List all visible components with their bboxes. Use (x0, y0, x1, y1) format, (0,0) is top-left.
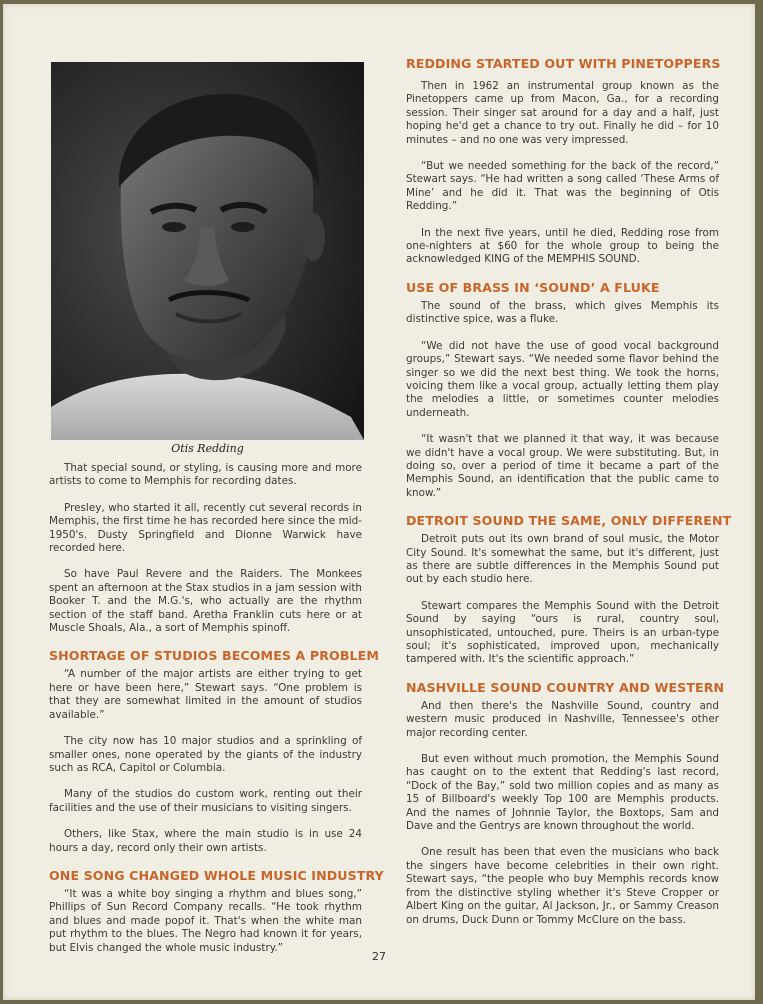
section-heading: USE OF BRASS IN ‘SOUND’ A FLUKE (406, 279, 660, 295)
paragraph: Many of the studios do custom work, renting out their facilities and the use of their musicians to visiting singers. (49, 788, 362, 814)
paragraph: But even without much promotion, the Memphis Sound has caught on to the extent that Redding's last record, “Dock of the Bay,” sold two million copies and as many as 15 of Billboard's weekly Top 100 are Memphis products. And the names of Johnnie Taylor, the Boxtops, Sam and Dave and the Gentrys are known throughout the world. (406, 753, 719, 833)
paragraph: Then in 1962 an instrumental group known as the Pinetoppers came up from Macon, Ga., for a recording session. Their singer sat around for a day and a half, just hoping he'd get a chance to try out. Finally he did – for 10 minutes – and no one was very impressed. (406, 80, 719, 146)
paragraph: Stewart compares the Memphis Sound with the Detroit Sound by saying “ours is rural, country soul, unsophisticated, untouched, pure. Theirs is an urban-type soul; it's sophisticated, improved upon, mechanically tampered with. It's the scientific approach.” (406, 599, 719, 666)
section-heading: REDDING STARTED OUT WITH PINETOPPERS (406, 56, 721, 71)
paragraph: One result has been that even the musicians who back the singers have become celebrities in their own right. Stewart says, “the people who buy Memphis records know from the distinctive styling whether it's Steve Cropper or Albert King on the guitar, Al Jackson, Jr., or Sammy Creason on drums, Duck Dunn or Tommy McClure on the bass. (406, 846, 719, 926)
paragraph: The city now has 10 major studios and a sprinkling of smaller ones, none operated by the giants of the industry such as RCA, Capitol or Columbia. (49, 735, 362, 774)
paragraph: Others, like Stax, where the main studio is in use 24 hours a day, record only their own artists. (49, 828, 362, 854)
section-heading: ONE SONG CHANGED WHOLE MUSIC INDUSTRY (49, 867, 384, 883)
paragraph: “It wasn't that we planned it that way, it was because we didn't have a vocal group. We were substituting. But, in doing so, over a period of time it became a part of the Memphis Sound, an identification that the public came to know.” (406, 433, 719, 499)
paragraph: Presley, who started it all, recently cut several records in Memphis, the first time he has recorded here since the mid-1950's. Dusty Springfield and Dionne Warwick have recorded here. (49, 501, 362, 555)
portrait-illustration (51, 62, 364, 440)
section-heading: DETROIT SOUND THE SAME, ONLY DIFFERENT (406, 513, 732, 529)
paragraph: The sound of the brass, which gives Memphis its distinctive spice, was a fluke. (406, 299, 719, 326)
paragraph: “But we needed something for the back of the record,” Stewart says. “He had written a song called ‘These Arms of Mine’ and he did it. That was the beginning of Otis Redding.” (406, 160, 719, 213)
page-number: 27 (372, 950, 386, 963)
paragraph: So have Paul Revere and the Raiders. The Monkees spent an afternoon at the Stax studios in a jam session with Booker T. and the M.G.'s, who actually are the rhythm section of the staff band. Aretha Franklin cuts here or at Muscle Shoals, Ala., a sort of Memphis spinoff. (49, 568, 362, 635)
magazine-page (3, 4, 755, 1000)
paragraph: “It was a white boy singing a rhythm and blues song,” Phillips of Sun Record Company recalls. “He took rhythm and blues and made popof it. That's when the white man put rhythm to the blues. The Negro had known it for years, but Elvis changed the whole music industry.” (49, 887, 362, 954)
portrait-photo-icon (51, 62, 364, 440)
paragraph: That special sound, or styling, is causing more and more artists to come to Memphis for recording dates. (49, 462, 362, 488)
paragraph: “A number of the major artists are either trying to get here or have been here,” Stewart says. “One problem is that they are somewhat limited in the amount of studios available.” (49, 668, 362, 721)
paragraph: Detroit puts out its own brand of soul music, the Motor City Sound. It's somewhat the same, but it's different, just as there are subtle differences in the Memphis Sound put out by each studio here. (406, 533, 719, 586)
section-heading: NASHVILLE SOUND COUNTRY AND WESTERN (406, 679, 725, 695)
section-heading: SHORTAGE OF STUDIOS BECOMES A PROBLEM (49, 648, 379, 664)
paragraph: And then there's the Nashville Sound, country and western music produced in Nashville, Tennessee's other major recording center. (406, 699, 719, 739)
photo-caption: Otis Redding (171, 442, 244, 455)
paragraph: In the next five years, until he died, Redding rose from one-nighters at $60 for the whole group to being the acknowledged KING of the MEMPHIS SOUND. (406, 226, 719, 266)
right-column (406, 56, 732, 940)
paragraph: “We did not have the use of good vocal background groups,” Stewart says. “We needed some flavor behind the singer so we did the next best thing. We took the horns, voicing them like a vocal group, actually letting them play the melodies a little, or sometimes counter melodies underneath. (406, 339, 719, 419)
